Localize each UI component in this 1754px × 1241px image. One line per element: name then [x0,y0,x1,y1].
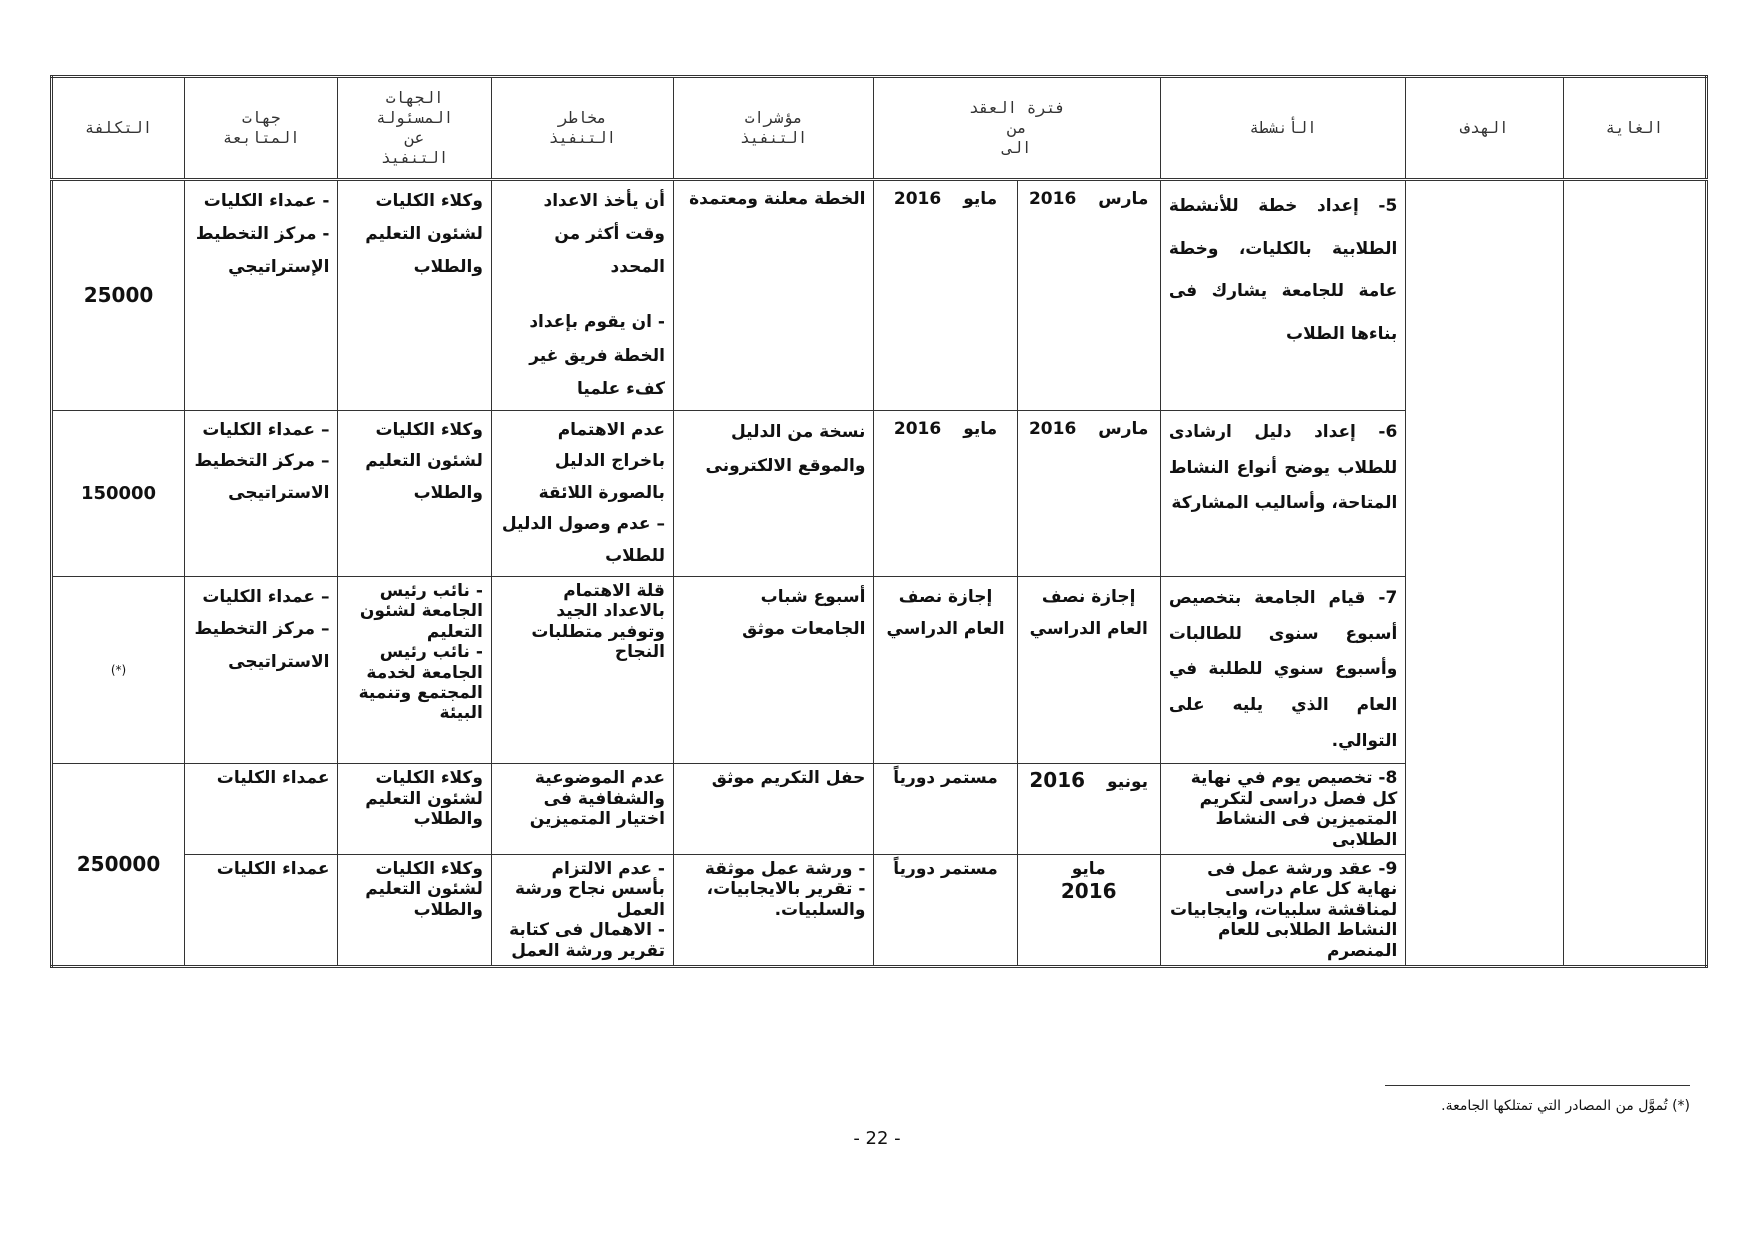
activity-cell: 5- إعداد خطة للأنشطة الطلابية بالكليات، وخطة عامة للجامعة يشارك فى بناءها الطلاب [1160,180,1405,411]
header-period: فترة العقد من الى [874,77,1160,180]
header-indicators: مؤشرات التنفيذ [673,77,873,180]
header-responsible: الجهات المسئولة عن التنفيذ [338,77,491,180]
cost-cell: 25000 [52,180,185,411]
followup-cell: عمداء الكليات [185,855,338,967]
risk-cell: عدم الموضوعية والشفافية فى اختيار المتميزين [491,764,673,855]
header-activities: الأنشطة [1160,77,1405,180]
responsible-cell: وكلاء الكليات لشئون التعليم والطلاب [338,180,491,411]
responsible-cell: وكلاء الكليات لشئون التعليم والطلاب [338,855,491,967]
responsible-cell: وكلاء الكليات لشئون التعليم والطلاب [338,410,491,576]
followup-cell: – عمداء الكليات – مركز التخطيط الاستراتيجى [185,410,338,576]
period-to-cell: مستمر دورياً [874,764,1017,855]
period-from-cell: إجازة نصف العام الدراسي [1017,577,1160,764]
period-to-cell: مستمر دورياً [874,855,1017,967]
indicator-cell: - ورشة عمل موثقة - تقرير بالايجابيات، والسلبيات. [673,855,873,967]
followup-cell: – عمداء الكليات – مركز التخطيط الاستراتيجى [185,577,338,764]
cost-cell: 150000 [52,410,185,576]
header-row [52,77,1707,180]
period-from-cell: يونيو2016 [1017,764,1160,855]
risk-cell: - عدم الالتزام بأسس نجاح ورشة العمل - الاهمال فى كتابة تقرير ورشة العمل [491,855,673,967]
indicator-cell: نسخة من الدليل والموقع الالكترونى [673,410,873,576]
responsible-cell: - نائب رئيس الجامعة لشئون التعليم - نائب رئيس الجامعة لخدمة المجتمع وتنمية البيئة [338,577,491,764]
header-risks: مخاطر التنفيذ [491,77,673,180]
header-followup: جهات المتابعة [185,77,338,180]
risk-cell: قلة الاهتمام بالاعداد الجيد وتوفير متطلبات النجاح [491,577,673,764]
followup-cell: - عمداء الكليات - مركز التخطيط الإستراتيجي [185,180,338,411]
indicator-cell: حفل التكريم موثق [673,764,873,855]
page-number: - 22 - [853,1128,901,1149]
activity-cell: 6- إعداد دليل ارشادى للطلاب يوضح أنواع النشاط المتاحة، وأساليب المشاركة [1160,410,1405,576]
activity-cell: 9- عقد ورشة عمل فى نهاية كل عام دراسى لمناقشة سلبيات، وايجابيات النشاط الطلابى للعام المنصرم [1160,855,1405,967]
header-goal: الغاية [1563,77,1706,180]
footnote: (*) تُموَّل من المصادر التي تمتلكها الجامعة. [1441,1098,1690,1114]
plan-table [50,75,1708,968]
period-from-cell: مارس2016 [1017,410,1160,576]
activity-cell: 7- قيام الجامعة بتخصيص أسبوع سنوى للطالبات وأسبوع سنوي للطلبة في العام الذي يليه على التوالي. [1160,577,1405,764]
cost-cell: (*) [52,577,185,764]
target-cell [1406,180,1564,967]
cost-cell: 250000 [52,764,185,967]
indicator-cell: أسبوع شباب الجامعات موثق [673,577,873,764]
risk-cell: أن يأخذ الاعداد وقت أكثر من المحدد - ان يقوم بإعداد الخطة فريق غير كفء علميا [491,180,673,411]
header-target: الهدف [1406,77,1564,180]
table-row [52,180,1707,411]
footnote-divider [1385,1085,1690,1086]
responsible-cell: وكلاء الكليات لشئون التعليم والطلاب [338,764,491,855]
activity-cell: 8- تخصيص يوم في نهاية كل فصل دراسى لتكريم المتميزين فى النشاط الطلابى [1160,764,1405,855]
period-to-cell: إجازة نصف العام الدراسي [874,577,1017,764]
header-cost: التكلفة [52,77,185,180]
indicator-cell: الخطة معلنة ومعتمدة [673,180,873,411]
risk-cell: عدم الاهتمام باخراج الدليل بالصورة اللائقة – عدم وصول الدليل للطلاب [491,410,673,576]
period-from-cell: مايو 2016 [1017,855,1160,967]
period-from-cell: مارس2016 [1017,180,1160,411]
goal-cell [1563,180,1706,967]
followup-cell: عمداء الكليات [185,764,338,855]
period-to-cell: مايو2016 [874,180,1017,411]
period-to-cell: مايو2016 [874,410,1017,576]
